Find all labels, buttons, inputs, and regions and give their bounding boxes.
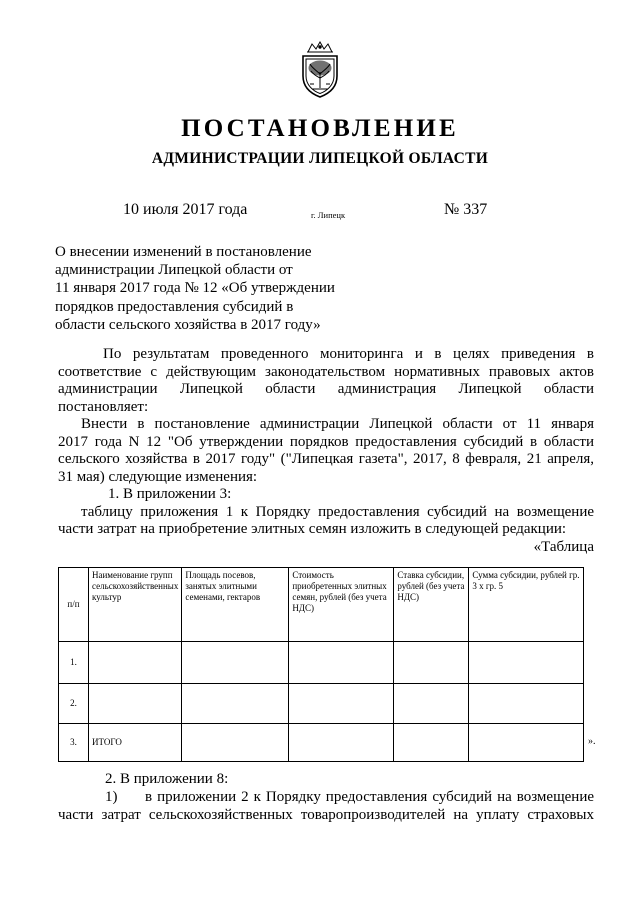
table-header-cell: п/п [59,568,89,642]
table-cell: 2. [59,684,89,724]
table-row [59,684,584,724]
table-cell [182,642,289,684]
paragraph-line: в приложении 2 к Порядку предоставления субсидий на возмещение [145,789,594,805]
document-subject [55,243,385,334]
paragraph-line: таблицу приложения 1 к Порядку предоставления субсидий на возмещение [81,503,594,520]
table-cell [89,684,182,724]
subject-line: области сельского хозяйства в 2017 году» [55,316,321,333]
list-item-line [58,788,594,806]
table-cell: 1. [59,642,89,684]
list-item: 2. В приложении 8: [105,771,229,787]
paragraph-line: части затрат сельскохозяйственных товаропроизводителей на уплату страховых [58,807,594,823]
table-cell [289,642,394,684]
sub-item-number: 1) [105,789,118,805]
table-row [59,724,584,762]
table-header-cell: Площадь посевов, занятых элитными семенами, гектаров [182,568,289,642]
document-date: 10 июля 2017 года [123,201,248,218]
table-cell [182,724,289,762]
subject-line: администрации Липецкой области от [55,262,293,279]
list-item: 1. В приложении 3: [108,486,232,502]
paragraph-line: 2017 года N 12 "Об утверждении порядков предоставления субсидий в области [58,433,594,450]
table-cell: 3. [59,724,89,762]
table-label: «Таблица [533,538,594,555]
paragraph-line: соответствие с действующим законодательством нормативных правовых актов [58,363,594,380]
document-number: № 337 [444,201,488,218]
document-tail [58,770,594,824]
table-cell [394,684,469,724]
table-cell [289,684,394,724]
document-body [58,346,594,556]
subject-line: порядков предоставления субсидий в [55,298,294,315]
document-subtitle: АДМИНИСТРАЦИИ ЛИПЕЦКОЙ ОБЛАСТИ [151,150,489,167]
table-cell [469,642,584,684]
paragraph-line: Внести в постановление администрации Липецкой области от 11 января [81,416,594,432]
coat-of-arms-icon [298,40,342,98]
table-header-cell: Сумма субсидии, рублей гр. 3 х гр. 5 [469,568,584,642]
table-row [59,642,584,684]
table-cell [289,724,394,762]
table-cell [469,684,584,724]
table-header-cell: Стоимость приобретенных элитных семян, рублей (без учета НДС) [289,568,394,642]
paragraph-line: постановляет: [58,398,149,415]
table-cell [89,642,182,684]
paragraph-line: сельского хозяйства в 2017 году" ("Липецкая газета", 2017, 8 февраля, 21 апреля, [58,451,594,467]
paragraph-line: По результатам проведенного мониторинга и в целях приведения в [103,346,594,362]
table-cell: ИТОГО [89,724,182,762]
paragraph-line: администрации Липецкой области администрация Липецкой области [58,381,594,397]
paragraph-line: части затрат на приобретение элитных семян изложить в следующей редакции: [58,521,567,537]
table-cell [394,724,469,762]
closing-quote: ». [588,736,596,747]
subject-line: О внесении изменений в постановление [55,244,312,260]
table-header-row [59,568,584,642]
table-header-cell: Наименование групп сельскохозяйственных культур [89,568,182,642]
subject-line: 11 января 2017 года № 12 «Об утверждении [55,280,335,297]
paragraph-line: 31 мая) следующие изменения: [58,468,258,485]
document-city: г. Липецк [311,210,346,220]
table-cell [182,684,289,724]
subsidy-table [58,567,584,762]
document-title: ПОСТАНОВЛЕНИЕ [181,115,459,142]
table-cell [394,642,469,684]
table-cell [469,724,584,762]
table-header-cell: Ставка субсидии, рублей (без учета НДС) [394,568,469,642]
